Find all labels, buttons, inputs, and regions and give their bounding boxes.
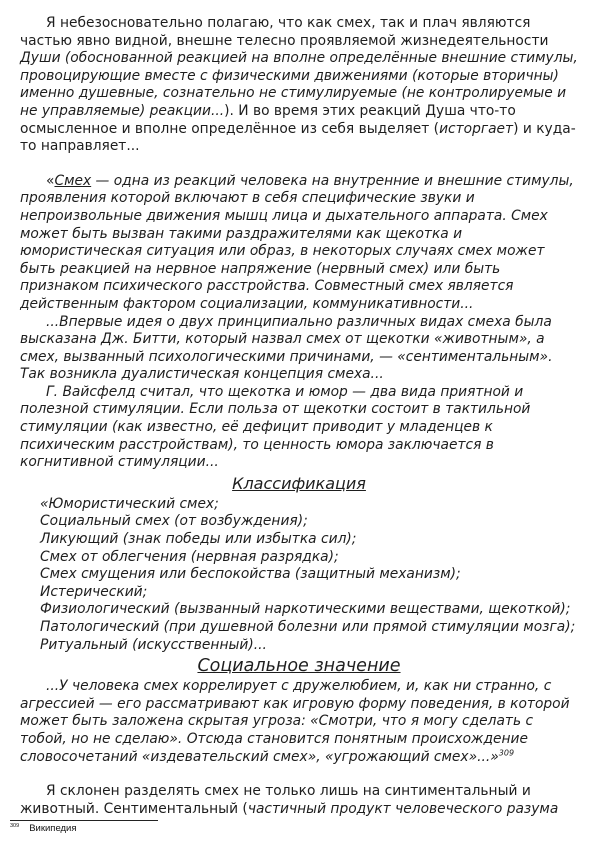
quote-paragraph-1-text: — одна из реакций человека на внутренние и внешние стимулы, проявления которой включают в себя специфические звуки и непроизвольные движения мышц лица и дыхательного аппарата. Смех может быть вызван такими раздражителями как щекотка и юмористическая ситуация или образ, в некоторых случаях смех может быть реакцией на нервное напряжение (нервный смех) или быть признаком психического расстройства. Совместный смех является действенным фактором социализации, коммуникативности... [20,172,574,312]
footnote-divider [10,820,158,821]
classification-list [20,496,578,654]
social-paragraph [20,678,578,766]
closing-text: Я склонен разделять смех не только лишь на синтиментальный и животный. Сентиментальный ( [20,783,531,817]
list-item: Ликующий (знак победы или избытка сил); [40,531,357,548]
page-body [20,15,578,818]
laugh-link[interactable]: Смех [54,172,92,189]
quote-paragraph-2: ...Впервые идея о двух принципиально различных видах смеха была высказана Дж. Битти, который назвал смех от щекотки «животным», а смех, вызванный психологическими причинами, — «сентиментальным». Так возникла дуалистическая концепция смеха... [20,313,553,383]
list-item: «Юмористический смех; [40,495,219,512]
footnote-text: Википедия [29,823,77,835]
intro-text-end: ) и куда-то направляет... [20,120,576,155]
list-item: Истерический; [40,583,148,600]
classification-heading: Классификация [232,473,366,493]
open-quote-mark: « [46,172,55,189]
closing-italic: частичный продукт человеческого разума [247,800,559,817]
intro-italic-word: исторгает [439,120,514,137]
social-heading: Социальное значение [197,656,401,677]
list-item: Социальный смех (от возбуждения); [40,513,308,530]
footnote-reference[interactable]: 309 [498,747,515,757]
closing-paragraph [20,783,578,818]
footnote-number: 309 [10,823,20,829]
list-item: Смех от облегчения (нервная разрядка); [40,548,339,565]
intro-text-2: ). И во время этих реакций Душа что-то осмысленное и вполне определённое из себя выделяет ( [20,102,516,137]
quote-paragraph-1 [20,173,578,314]
list-item: Смех смущения или беспокойства (защитный механизм); [40,566,461,583]
intro-italic-1: Души (обоснованной реакцией на вполне определённые внешние стимулы, провоцирующие вместе с физическими движениями (которые вторичны) именно душевные, сознательно не стимулируемые (не контролируемые и не управляемые) реакции... [20,50,578,119]
list-item: Ритуальный (искусственный)... [40,636,267,653]
wikipedia-quote [20,173,578,766]
footnote [10,823,77,834]
intro-paragraph [20,15,578,156]
quote-paragraph-3: Г. Вайсфелд считал, что щекотка и юмор — два вида приятной и полезной стимуляции. Если польза от щекотки состоит в тактильной стимуляции (как известно, её дефицит приводит у младенцев к психическим расстройствам), то ценность юмора заключается в когнитивной стимуляции... [20,383,531,471]
list-item: Физиологический (вызванный наркотическими веществами, щекоткой); [40,601,571,618]
list-item: Патологический (при душевной болезни или прямой стимуляции мозга); [40,619,576,635]
social-paragraph-text: ...У человека смех коррелирует с дружелюбием, и, как ни странно, с агрессией — его рассматривают как игровую форму поведения, в которой может быть заложена скрытая угроза: «Смотри, что я могу сделать с тобой, но не сделаю». Отсюда становится понятным происхождение словосочетаний «издевательский смех», «угрожающий смех»...» [20,678,570,765]
intro-text-1: Я небезосновательно полагаю, что как смех, так и плач являются частью явно видной, внешне телесно проявляемой жизнедеятельности [20,15,549,49]
